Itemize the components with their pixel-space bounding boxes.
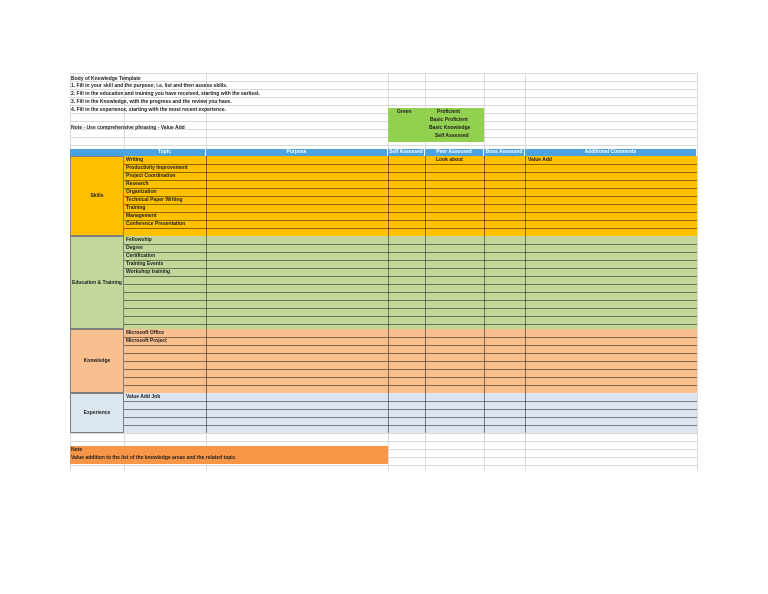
grid-row-line bbox=[70, 433, 697, 434]
grid-row-line bbox=[70, 137, 697, 138]
table-row-divider bbox=[124, 164, 697, 165]
table-row-divider bbox=[124, 212, 697, 213]
instruction-4: 4. Fill in the experience, starting with the most recent experience. bbox=[71, 107, 227, 113]
skills-item-8: Management bbox=[126, 213, 157, 219]
knowledge-item-2: Microsoft Project bbox=[126, 338, 167, 344]
table-row-divider bbox=[124, 220, 697, 221]
note-line: Note - Use comprehensive phrasing - Value Add bbox=[71, 125, 185, 131]
table-row-divider bbox=[124, 308, 697, 309]
table-row-divider bbox=[124, 268, 697, 269]
header-self-assessed: Self Assessed bbox=[388, 149, 425, 156]
legend-basic-knowledge: Basic Knowledge bbox=[429, 125, 471, 131]
legend-self-assessed: Self Assessed bbox=[435, 133, 469, 139]
section-skills: Skills bbox=[70, 156, 124, 236]
instruction-2: 2. Fill in the education and training you have received, starting with the earliest. bbox=[71, 91, 260, 97]
experience-band-comments bbox=[525, 393, 697, 433]
header-boss-assessed: Boss Assessed bbox=[484, 149, 525, 156]
comment-first-row: Value Add bbox=[528, 157, 552, 163]
table-row-divider bbox=[124, 409, 697, 410]
table-col-divider bbox=[525, 156, 526, 433]
legend-proficient: Proficient bbox=[437, 109, 461, 115]
table-row-divider bbox=[124, 292, 697, 293]
footer-note-text: Value addition to the list of the knowledge areas and the related topic bbox=[71, 455, 236, 461]
grid-row-line bbox=[70, 121, 697, 122]
table-row-divider bbox=[124, 417, 697, 418]
header-topic: Topic bbox=[124, 149, 206, 156]
table-row-divider bbox=[124, 377, 697, 378]
table-col-divider bbox=[206, 156, 207, 433]
table-row-divider bbox=[124, 180, 697, 181]
table-row-divider bbox=[124, 260, 697, 261]
table-row-divider bbox=[124, 401, 697, 402]
table-row-divider bbox=[124, 244, 697, 245]
table-col-divider bbox=[484, 156, 485, 433]
header-peer-assessed: Peer Assessed bbox=[425, 149, 484, 156]
education-item-2: Degree bbox=[126, 245, 143, 251]
table-row-divider bbox=[124, 369, 697, 370]
table-row-divider bbox=[124, 316, 697, 317]
grid-row-line bbox=[70, 441, 697, 442]
education-item-1: Fellowship bbox=[126, 237, 152, 243]
table-row-divider bbox=[124, 300, 697, 301]
header-purpose: Purpose bbox=[206, 149, 388, 156]
grid-row-line bbox=[70, 81, 697, 82]
header-corner bbox=[70, 149, 124, 156]
table-row-divider bbox=[124, 361, 697, 362]
skills-item-4: Research bbox=[126, 181, 149, 187]
education-item-3: Certification bbox=[126, 253, 156, 259]
instruction-3: 3. Fill in the Knowledge, with the progress and the review you have. bbox=[71, 99, 232, 105]
table-row-divider bbox=[124, 188, 697, 189]
skills-item-7: Training bbox=[126, 205, 146, 211]
table-row-divider bbox=[124, 353, 697, 354]
table-row-divider bbox=[124, 228, 697, 229]
skills-item-1: Writing bbox=[126, 157, 144, 163]
grid-row-line bbox=[70, 145, 697, 146]
table-row-divider bbox=[124, 284, 697, 285]
table-row-divider bbox=[124, 252, 697, 253]
experience-band bbox=[124, 393, 525, 433]
knowledge-item-1: Microsoft Office bbox=[126, 330, 165, 336]
footer-note-label: Note bbox=[71, 447, 83, 453]
table-row-divider bbox=[124, 385, 697, 386]
education-item-5: Workshop training bbox=[126, 269, 171, 275]
skills-item-3: Project Coordination bbox=[126, 173, 176, 179]
table-col-divider bbox=[388, 156, 389, 433]
skills-item-9: Conference Presentation bbox=[126, 221, 186, 227]
section-knowledge: Knowledge bbox=[70, 329, 124, 393]
table-row-divider bbox=[124, 425, 697, 426]
skills-item-5: Organization bbox=[126, 189, 157, 195]
table-row-divider bbox=[124, 324, 697, 325]
section-education-training: Education & Training bbox=[70, 236, 124, 329]
peer-first-row: Look about bbox=[436, 157, 463, 163]
grid-col-line bbox=[697, 73, 698, 471]
section-experience: Experience bbox=[70, 393, 124, 433]
table-row-divider bbox=[124, 345, 697, 346]
table-row-divider bbox=[124, 204, 697, 205]
experience-item-1: Value Add Job bbox=[126, 394, 161, 400]
template-title: Body of Knowledge Template bbox=[71, 76, 141, 82]
legend-basic-proficient: Basic Proficient bbox=[430, 117, 468, 123]
grid-row-line bbox=[70, 465, 697, 466]
header-additional-comments: Additional Comments bbox=[525, 149, 697, 156]
table-row-divider bbox=[124, 172, 697, 173]
table-row-divider bbox=[124, 276, 697, 277]
table-row-divider bbox=[124, 337, 697, 338]
table-row-divider bbox=[124, 196, 697, 197]
legend-green: Green bbox=[397, 109, 412, 115]
skills-item-2: Productivity Improvement bbox=[126, 165, 188, 171]
grid-row-line bbox=[70, 73, 697, 74]
instruction-1: 1. Fill in your skill and the purpose; i.e. list and then assess skills. bbox=[71, 83, 228, 89]
table-col-divider bbox=[425, 156, 426, 433]
skills-item-6: Technical Paper Writing bbox=[126, 197, 183, 203]
education-item-4: Training Events bbox=[126, 261, 164, 267]
